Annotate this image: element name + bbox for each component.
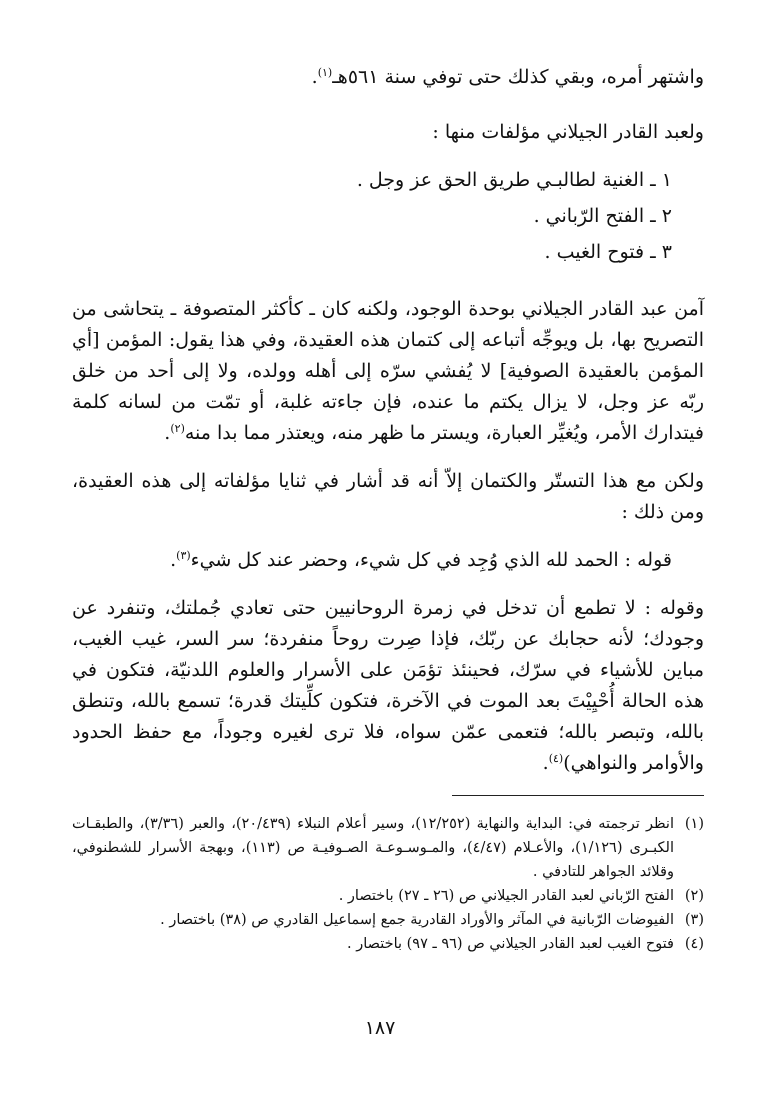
paragraph-text: وقوله : لا تطمع أن تدخل في زمرة الروحانيين حتى تعادي جُملتك، وتنفرد عن وجودك؛ لأنه حجابك عن ربّك، فإذا صِرت روحاً منفردة؛ سر السر، غيب الغيب، مباين للأشياء في سرّك، فحينئذ تؤمَن على الأسرار والعلوم اللدنيّة، فتكون في هذه الحالة أُحْيِيْتَ بعد الموت في الآخرة، فتكون كلِّيتك قدرة؛ تسمع بالله، وتنطق بالله، وتبصر بالله؛ فتعمى عمّن سواه، فلا ترى لغيره وجوداً، مع حفظ الحدود والأوامر والنواهي) xyxy=(72,597,704,774)
paragraph-quote-1 xyxy=(72,545,704,576)
footnote-text: الفيوضات الرّبانية في المآثر والأوراد القادرية جمع إسماعيل القادري ص (٣٨) باختصار . xyxy=(160,912,674,928)
paragraph-concealment: ولكن مع هذا التستّر والكتمان إلاّ أنه قد أشار في ثنايا مؤلفاته إلى هذه العقيدة، ومن ذلك : xyxy=(72,470,704,523)
period: . xyxy=(164,422,171,444)
footnote-number: (١) xyxy=(684,816,704,832)
list-item: ٢ ـ الفتح الرّباني . xyxy=(533,205,672,227)
footnote-number: (٤) xyxy=(684,936,704,952)
main-text xyxy=(72,62,704,779)
footnote xyxy=(72,812,704,884)
footnote xyxy=(72,908,704,932)
footnote-number: (٢) xyxy=(684,888,704,904)
paragraph-text: واشتهر أمره، وبقي كذلك حتى توفي سنة ٥٦١هـ xyxy=(332,66,704,88)
footnote-text: فتوح الغيب لعبد القادر الجيلاني ص (٩٦ ـ ٩٧) باختصار . xyxy=(347,936,674,952)
footnote-text: انظر ترجمته في: البداية والنهاية (١٢/٢٥٢)، وسير أعلام النبلاء (٢٠/٤٣٩)، والعبر (٣/٣٦)، والطبقـات الكبـرى (١/١٢٦)، والأعـلام (٤/٤٧)، والمـوسـوعـة الصـوفيـة ص (١١٣)، وبهجة الأسرار للشطنوفي، وقلائد الجواهر للتادفي . xyxy=(72,816,674,880)
footnote-ref[interactable]: (١) xyxy=(317,66,333,79)
list-item: ١ ـ الغنية لطالبـي طريق الحق عز وجل . xyxy=(356,169,672,191)
footnote-text: الفتح الرّباني لعبد القادر الجيلاني ص (٢٦ ـ ٢٧) باختصار . xyxy=(338,888,674,904)
footnote-ref[interactable]: (٢) xyxy=(170,422,185,435)
period: . xyxy=(311,66,318,88)
footnote-ref[interactable]: (٤) xyxy=(548,752,564,765)
paragraph-works-intro: ولعبد القادر الجيلاني مؤلفات منها : xyxy=(432,121,704,143)
page-number: ١٨٧ xyxy=(364,1017,396,1039)
footnote-ref[interactable]: (٣) xyxy=(176,549,191,562)
paragraph-quote-2 xyxy=(72,593,704,779)
footnotes xyxy=(72,812,704,956)
paragraph-text: آمن عبد القادر الجيلاني بوحدة الوجود، ولكنه كان ـ كأكثر المتصوفة ـ يتحاشى من التصريح بها، بل ويوجِّه أتباعه إلى كتمان هذه العقيدة، وفي هذا يقول: المؤمن [أي المؤمن بالعقيدة الصوفية] لا يُفشي سرّه إلى أهله وولده، ولا إلى أحد من خلق ربّه عز وجل، لا يزال يكتم ما عنده، فإن جاءته غلبة، أو تمّت من لسانه كلمة فيتدارك الأمر، ويُغيِّر العبارة، ويستر ما ظهر منه، ويعتذر مما بدا منه xyxy=(72,298,704,444)
footnote-separator xyxy=(452,795,704,796)
list-item: ٣ ـ فتوح الغيب . xyxy=(544,241,672,263)
paragraph-text: قوله : الحمد لله الذي وُجِد في كل شيء، وحضر عند كل شيء xyxy=(190,549,672,571)
footnote-number: (٣) xyxy=(684,912,704,928)
period: . xyxy=(542,752,549,774)
period: . xyxy=(170,549,177,571)
paragraph-belief xyxy=(72,294,704,449)
footnote xyxy=(72,884,704,908)
footnote xyxy=(72,932,704,956)
paragraph-death-date xyxy=(72,62,704,93)
